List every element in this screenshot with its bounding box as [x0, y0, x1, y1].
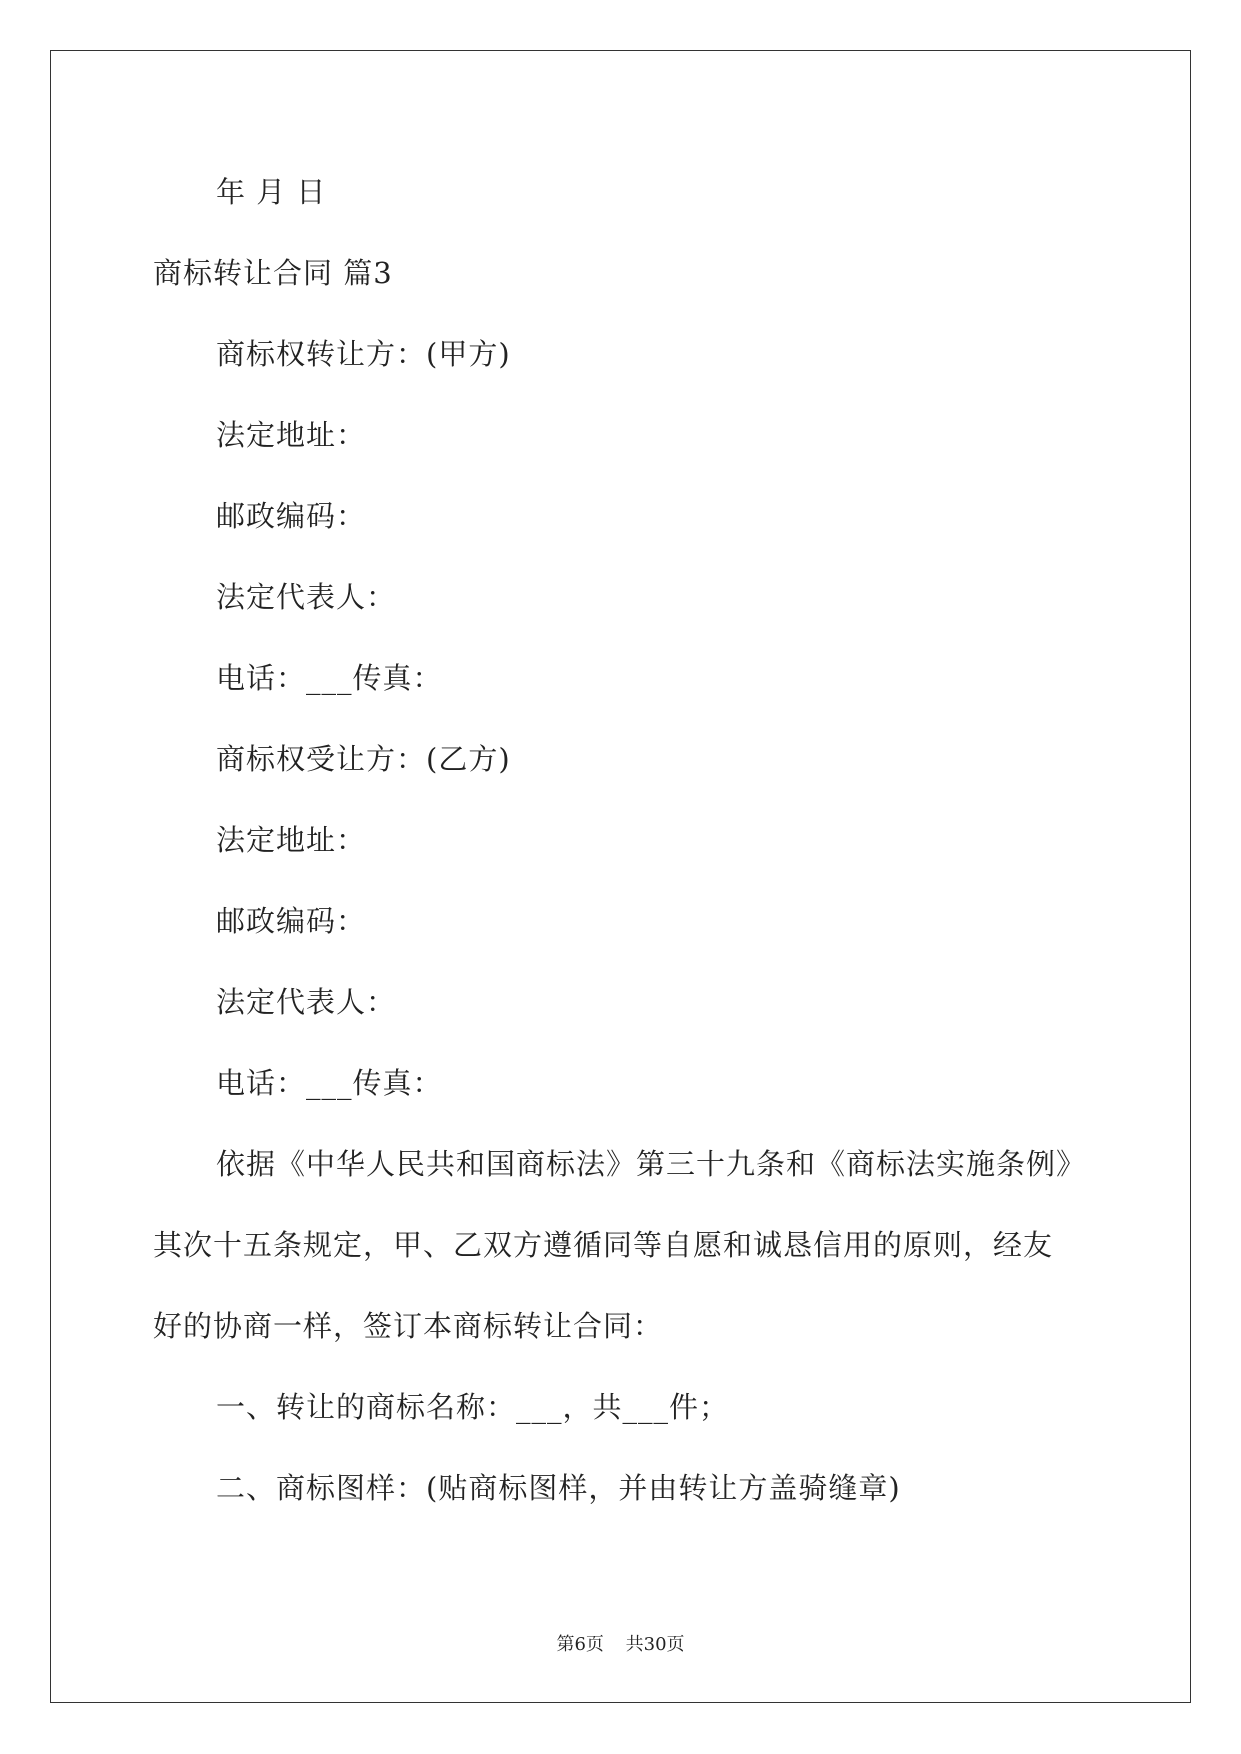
page-total: 共30页 — [625, 1634, 685, 1655]
clause-2: 二、商标图样：(贴商标图样，并由转让方盖骑缝章) — [216, 1471, 901, 1505]
transferor-phone-fax: 电话：___传真： — [216, 661, 443, 695]
page-frame — [50, 50, 1191, 1703]
transferee-line: 商标权受让方：(乙方) — [216, 742, 511, 776]
paragraph-line-1: 依据《中华人民共和国商标法》第三十九条和《商标法实施条例》 — [216, 1147, 1087, 1181]
page-footer — [0, 1630, 1241, 1656]
transferor-address: 法定地址： — [216, 418, 367, 452]
paragraph-line-2: 其次十五条规定，甲、乙双方遵循同等自愿和诚恳信用的原则，经友 — [153, 1228, 1054, 1262]
transferee-postcode: 邮政编码： — [216, 904, 367, 938]
transferee-representative: 法定代表人： — [216, 985, 397, 1019]
date-line: 年 月 日 — [216, 175, 327, 209]
transferee-address: 法定地址： — [216, 823, 367, 857]
page-number: 第6页 — [556, 1634, 604, 1655]
clause-1: 一、转让的商标名称：___，共___件； — [216, 1390, 730, 1424]
transferor-line: 商标权转让方：(甲方) — [216, 337, 511, 371]
section-title: 商标转让合同 篇3 — [153, 256, 393, 290]
transferee-phone-fax: 电话：___传真： — [216, 1066, 443, 1100]
transferor-postcode: 邮政编码： — [216, 499, 367, 533]
paragraph-line-3: 好的协商一样，签订本商标转让合同： — [153, 1309, 664, 1343]
transferor-representative: 法定代表人： — [216, 580, 397, 614]
